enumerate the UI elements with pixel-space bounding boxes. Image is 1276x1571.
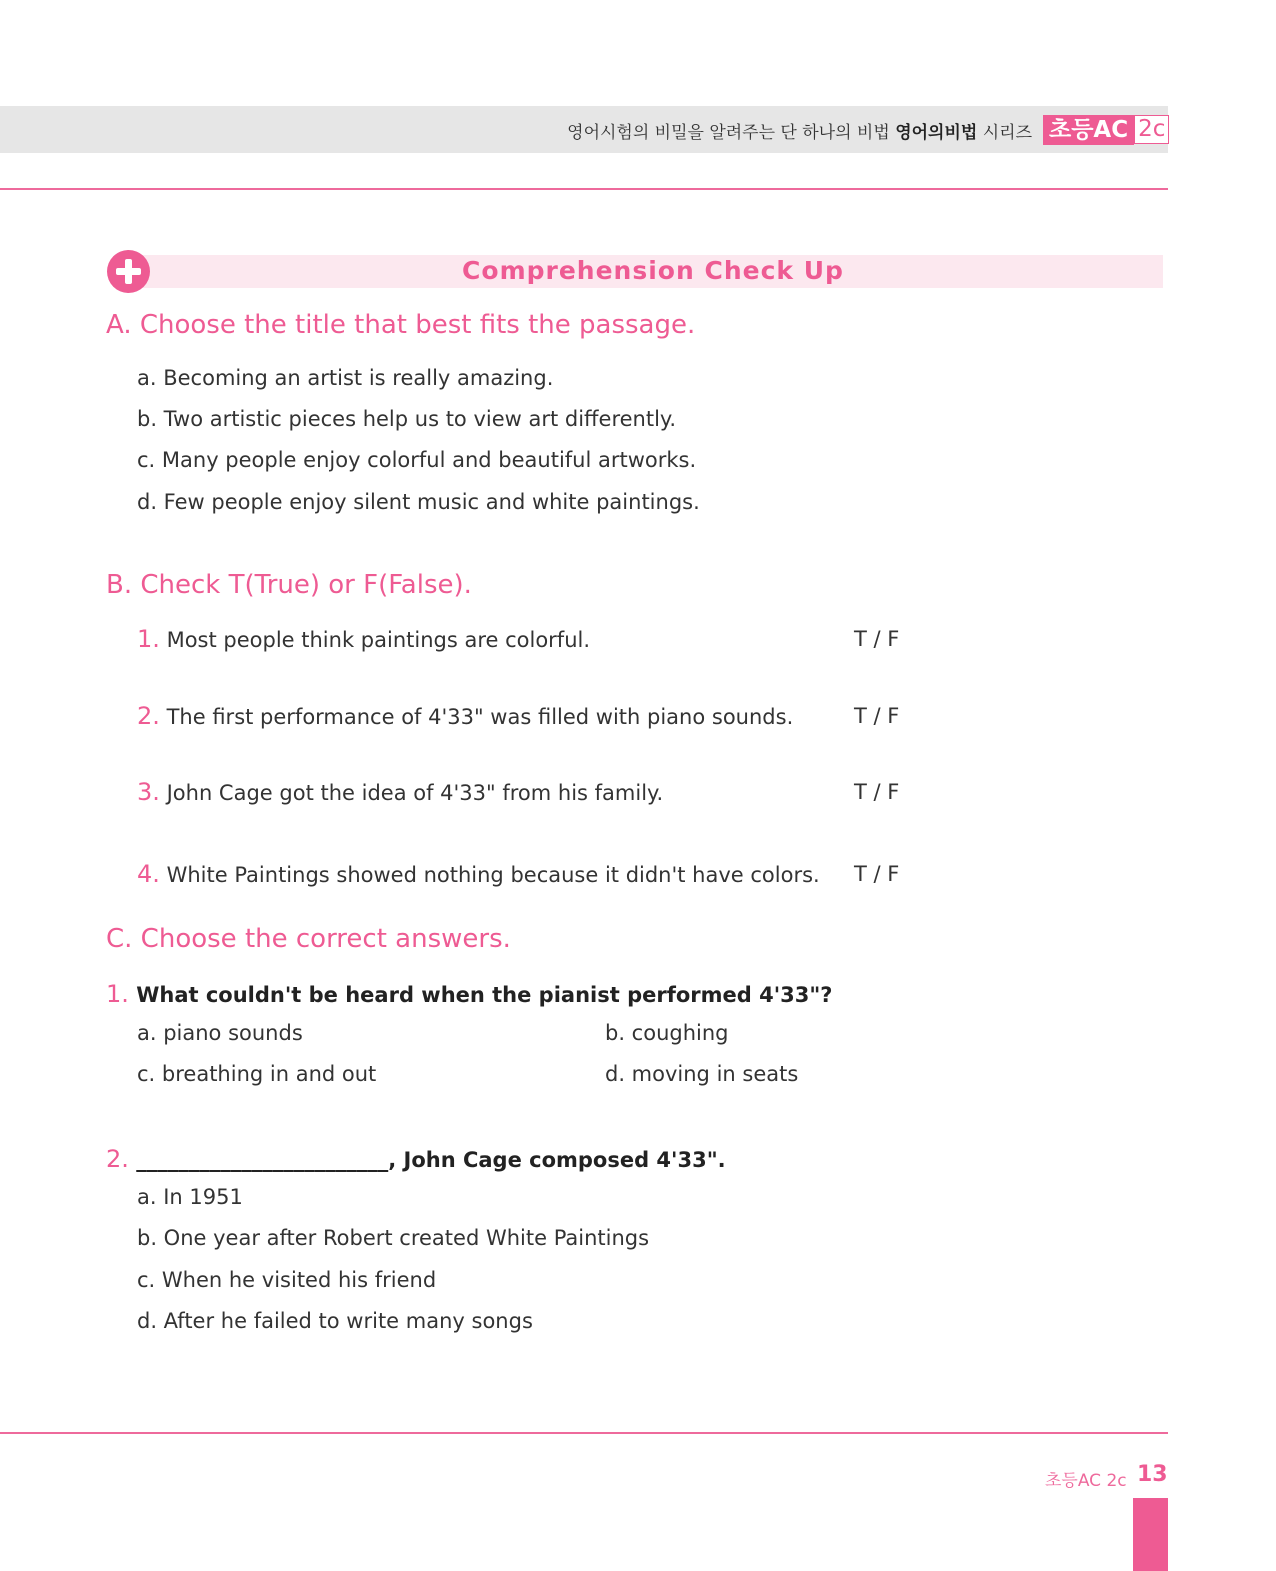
tf-item-text: John Cage got the idea of 4'33" from his family. [166, 781, 664, 805]
header-series-name: 영어의비법 [895, 123, 978, 143]
tf-item [137, 860, 820, 888]
question-number: 1. [106, 980, 129, 1008]
question-text: What couldn't be heard when the pianist performed 4'33"? [136, 983, 833, 1007]
section-a-heading: A. Choose the title that best fits the passage. [106, 310, 696, 340]
tf-item [137, 625, 590, 653]
answer-option[interactable]: c. When he visited his friend [137, 1268, 437, 1292]
header-series-suffix: 시리즈 [982, 123, 1032, 143]
tf-item-number: 3. [137, 778, 160, 806]
question-number: 2. [106, 1145, 129, 1173]
section-a-option: a. Becoming an artist is really amazing. [137, 366, 554, 390]
tf-item [137, 778, 663, 806]
tf-choice[interactable]: T / F [854, 627, 900, 651]
page-tab [1133, 1498, 1168, 1571]
tf-item-text: Most people think paintings are colorful. [166, 628, 591, 652]
question-text: ________________________, John Cage composed 4'33". [136, 1148, 726, 1172]
tf-item [137, 702, 793, 730]
question-2 [106, 1145, 726, 1173]
tf-item-number: 4. [137, 860, 160, 888]
footer-label: 초등AC 2c [1045, 1471, 1127, 1491]
answer-option[interactable]: d. moving in seats [605, 1062, 799, 1086]
tf-item-number: 2. [137, 702, 160, 730]
section-a-option: c. Many people enjoy colorful and beautiful artworks. [137, 448, 697, 472]
tf-item-text: The first performance of 4'33" was filled with piano sounds. [166, 705, 794, 729]
top-divider [0, 188, 1168, 190]
bottom-divider [0, 1432, 1168, 1434]
answer-option[interactable]: a. In 1951 [137, 1185, 243, 1209]
banner-title: Comprehension Check Up [462, 256, 844, 285]
brand-main: 초등AC [1043, 115, 1134, 145]
header-tagline: 영어시험의 비밀을 알려주는 단 하나의 비법 [567, 123, 890, 143]
answer-option[interactable]: b. coughing [605, 1021, 729, 1045]
answer-option[interactable]: a. piano sounds [137, 1021, 303, 1045]
page-number: 13 [1137, 1462, 1168, 1487]
header-series-text [0, 118, 1032, 143]
section-a-option: b. Two artistic pieces help us to view art differently. [137, 407, 677, 431]
question-1 [106, 980, 833, 1008]
answer-option[interactable]: d. After he failed to write many songs [137, 1309, 533, 1333]
tf-choice[interactable]: T / F [854, 780, 900, 804]
answer-option[interactable]: b. One year after Robert created White Paintings [137, 1226, 650, 1250]
section-b-heading: B. Check T(True) or F(False). [106, 570, 472, 600]
tf-choice[interactable]: T / F [854, 704, 900, 728]
tf-item-number: 1. [137, 625, 160, 653]
tf-item-text: White Paintings showed nothing because it didn't have colors. [166, 863, 820, 887]
brand-sub: 2c [1134, 115, 1169, 144]
tf-choice[interactable]: T / F [854, 862, 900, 886]
section-c-heading: C. Choose the correct answers. [106, 924, 511, 954]
answer-option[interactable]: c. breathing in and out [137, 1062, 377, 1086]
section-a-option: d. Few people enjoy silent music and white paintings. [137, 490, 700, 514]
brand-badge [1043, 115, 1169, 145]
